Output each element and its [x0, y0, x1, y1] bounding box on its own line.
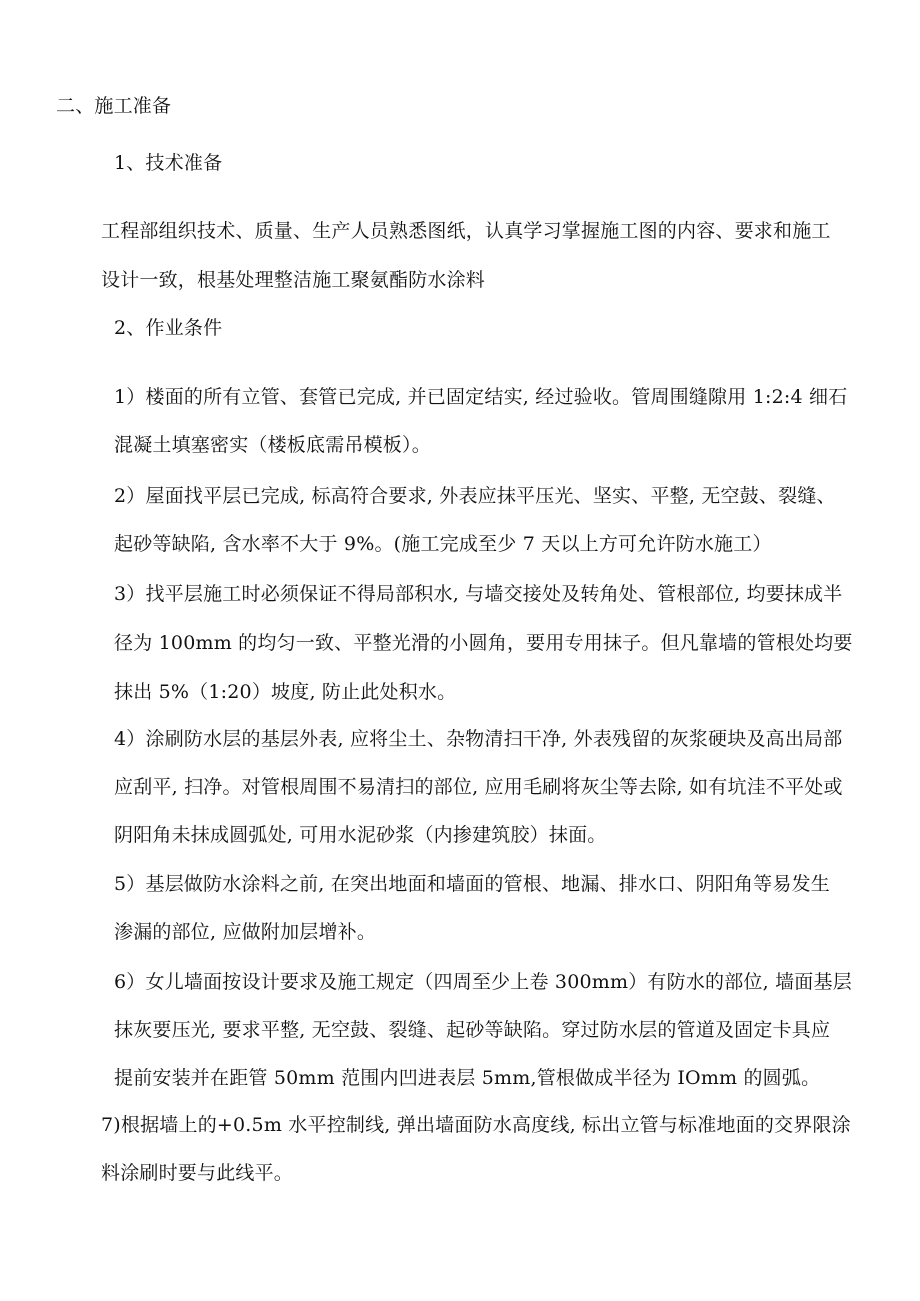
list-item-line: 4）涂刷防水层的基层外表, 应将尘土、杂物清扫干净, 外表残留的灰浆硬块及高出局部	[114, 728, 843, 750]
list-item-line: 1）楼面的所有立管、套管已完成, 并已固定结实, 经过验收。管周围缝隙用 1:2:4 细石	[114, 386, 848, 408]
list-item-line: 提前安装并在距管 50mm 范围内凹进表层 5mm,管根做成半径为 IOmm 的圆弧。	[114, 1067, 821, 1089]
paragraph-line: 设计一致，根基处理整洁施工聚氨酯防水涂料	[101, 269, 486, 291]
subsection-title-technical-prep: 1、技术准备	[114, 152, 223, 174]
list-item-line: 混凝土填塞密实（楼板底需吊模板）。	[114, 434, 431, 456]
list-item-line: 抹灰要压光, 要求平整, 无空鼓、裂缝、起砂等缺陷。穿过防水层的管道及固定卡具应	[114, 1019, 831, 1041]
list-item-line: 渗漏的部位, 应做附加层增补。	[114, 921, 377, 943]
list-item-line: 5）基层做防水涂料之前, 在突出地面和墙面的管根、地漏、排水口、阴阳角等易发生	[114, 873, 830, 895]
paragraph-line: 工程部组织技术、质量、生产人员熟悉图纸，认真学习掌握施工图的内容、要求和施工	[101, 220, 831, 242]
list-item-line: 料涂刷时要与此线平。	[101, 1162, 294, 1184]
list-item-line: 3）找平层施工时必须保证不得局部积水, 与墙交接处及转角处、管根部位, 均要抹成半	[114, 583, 843, 605]
list-item-line: 6）女儿墙面按设计要求及施工规定（四周至少上卷 300mm）有防水的部位, 墙面基层	[114, 971, 852, 993]
list-item-line: 起砂等缺陷, 含水率不大于 9%。(施工完成至少 7 天以上方可允许防水施工）	[114, 533, 772, 555]
section-heading: 二、施工准备	[56, 95, 172, 117]
list-item-line: 应刮平, 扫净。对管根周围不易清扫的部位, 应用毛刷将灰尘等去除, 如有坑洼不平处或	[114, 776, 843, 798]
list-item-line: 径为 100mm 的均匀一致、平整光滑的小圆角，要用专用抹子。但凡靠墙的管根处均要	[114, 632, 853, 654]
list-item-line: 2）屋面找平层已完成, 标高符合要求, 外表应抹平压光、坚实、平整, 无空鼓、裂缝、	[114, 485, 836, 507]
list-item-line: 阴阳角未抹成圆弧处, 可用水泥砂浆（内掺建筑胶）抹面。	[114, 824, 607, 846]
subsection-title-work-conditions: 2、作业条件	[114, 317, 223, 339]
list-item-line: 抹出 5%（1:20）坡度, 防止此处积水。	[114, 681, 457, 703]
list-item-line: 7)根据墙上的+0.5m 水平控制线, 弹出墙面防水高度线, 标出立管与标准地面的交界限涂	[101, 1114, 851, 1136]
